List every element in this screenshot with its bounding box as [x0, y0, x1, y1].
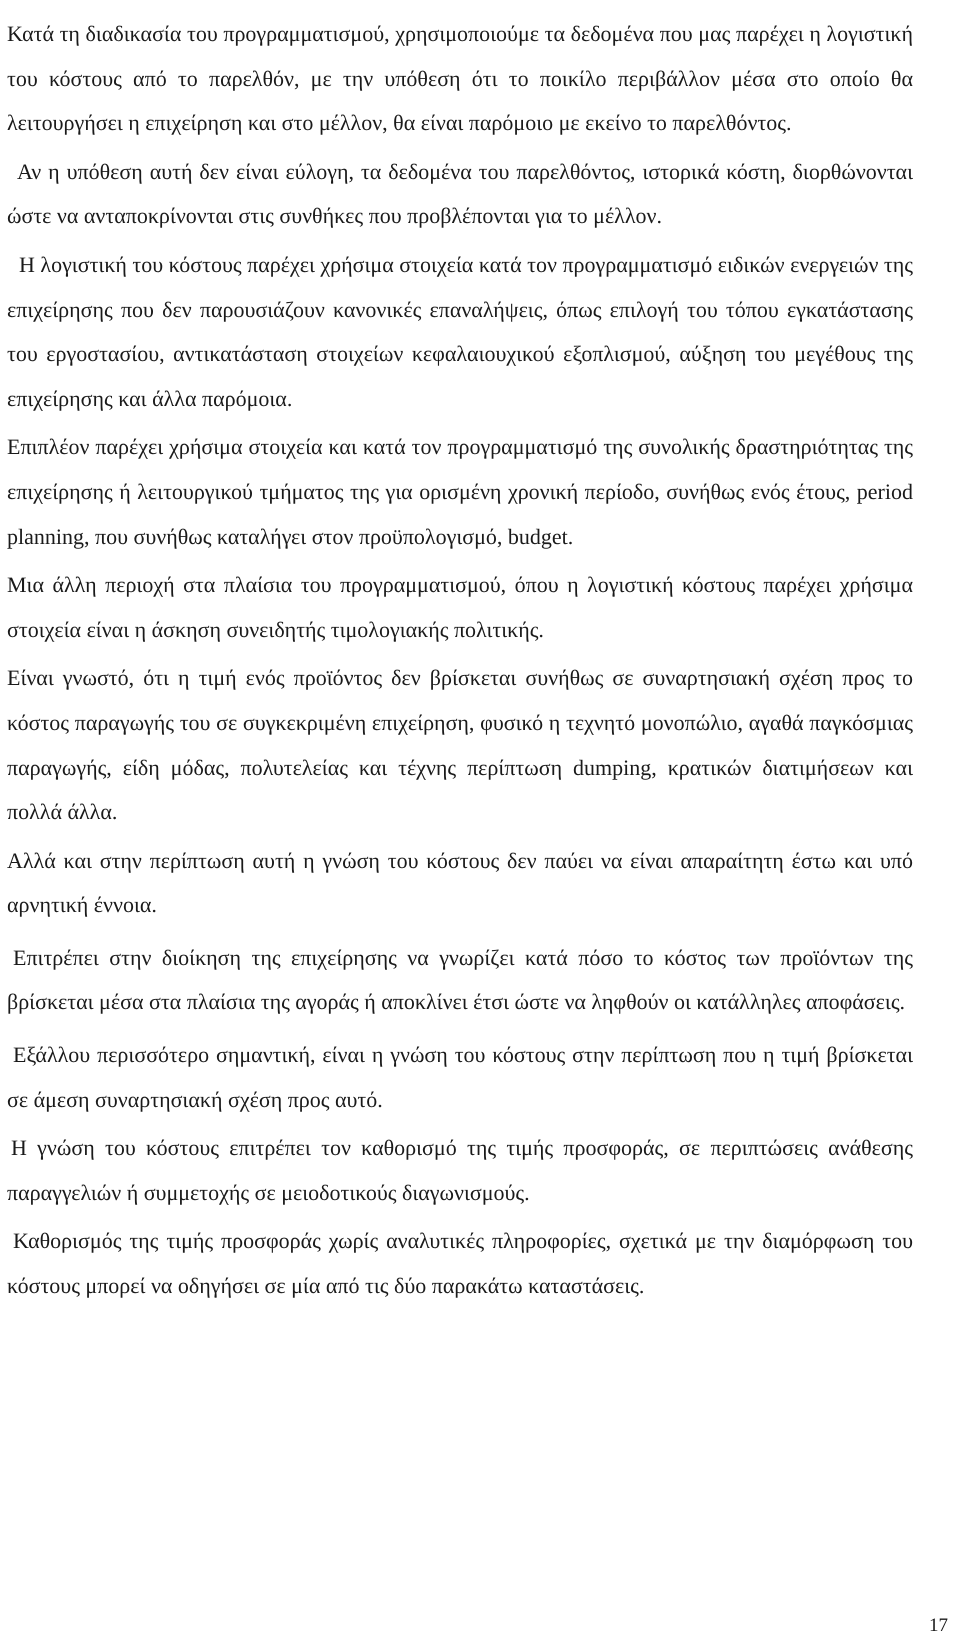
paragraph-historical-costs: Αν η υπόθεση αυτή δεν είναι εύλογη, τα δεδομένα του παρελθόντος, ιστορικά κόστη, διορθώνονται ώστε να ανταποκρίνονται στις συνθήκες που προβλέπονται για το μέλλον. [7, 158, 913, 229]
paragraph-management-decisions: Επιτρέπει στην διοίκηση της επιχείρησης να γνωρίζει κατά πόσο το κόστος των προϊόντων της βρίσκεται μέσα στα πλαίσια της αγοράς ή αποκλίνει έτσι ώστε να ληφθούν οι κατάλληλες αποφάσεις. [7, 944, 913, 1015]
paragraph-cost-knowledge-necessary: Αλλά και στην περίπτωση αυτή η γνώση του κόστους δεν παύει να είναι απαραίτητη έστω και υπό αρνητική έννοια. [7, 847, 913, 918]
paragraph-direct-relation: Εξάλλου περισσότερο σημαντική, είναι η γνώση του κόστους στην περίπτωση που η τιμή βρίσκεται σε άμεση συναρτησιακή σχέση προς αυτό. [7, 1042, 913, 1112]
paragraph-pricing-policy: Μια άλλη περιοχή στα πλαίσια του προγραμματισμού, όπου η λογιστική κόστους παρέχει χρήσιμα στοιχεία είναι η άσκηση συνειδητής τιμολογιακής πολιτικής. [7, 572, 913, 642]
paragraph-planning-past-data: Κατά τη διαδικασία του προγραμματισμού, χρησιμοποιούμε τα δεδομένα που μας παρέχει η λογιστική του κόστους από το παρελθόν, με την υπόθεση ότι το ποικίλο περιβάλλον μέσα στο οποίο θα λειτουργήσει η επιχείρηση και στο μέλλον, θα είναι παρόμοιο με εκείνο το παρελθόντος. [7, 21, 913, 136]
paragraph-price-cost-relation: Είναι γνωστό, ότι η τιμή ενός προϊόντος δεν βρίσκεται συνήθως σε συναρτησιακή σχέση προς το κόστος παραγωγής του σε συγκεκριμένη επιχείρηση, φυσικό η τεχνητό μονοπώλιο, αγαθά παγκόσμιας παραγωγής, είδη μόδας, πολυτελείας και τέχνης περίπτωση dumping, κρατικών διατιμήσεων και πολλά άλλα. [7, 665, 913, 825]
document-page [7, 0, 913, 1309]
paragraph-period-planning: Επιπλέον παρέχει χρήσιμα στοιχεία και κατά τον προγραμματισμό της συνολικής δραστηριότητας της επιχείρησης ή λειτουργικού τμήματος της για ορισμένη χρονική περίοδο, συνήθως ενός έτους, period planning, που συνήθως καταλήγει στον προϋπολογισμό, budget. [7, 434, 913, 549]
page-number: 17 [929, 1615, 948, 1636]
paragraph-offer-price: Η γνώση του κόστους επιτρέπει τον καθορισμό της τιμής προσφοράς, σε περιπτώσεις ανάθεσης παραγγελιών ή συμμετοχής σε μειοδοτικούς διαγωνισμούς. [7, 1135, 913, 1205]
paragraph-special-activities: Η λογιστική του κόστους παρέχει χρήσιμα στοιχεία κατά τον προγραμματισμό ειδικών ενεργειών της επιχείρησης που δεν παρουσιάζουν κανονικές επαναλήψεις, όπως επιλογή του τόπου εγκατάστασης του εργοστασίου, αντικατάσταση στοιχείων κεφαλαιουχικού εξοπλισμού, αύξηση του μεγέθους της επιχείρησης και άλλα παρόμοια. [7, 251, 913, 411]
paragraph-offer-without-info: Καθορισμός της τιμής προσφοράς χωρίς αναλυτικές πληροφορίες, σχετικά με την διαμόρφωση του κόστους μπορεί να οδηγήσει σε μία από τις δύο παρακάτω καταστάσεις. [7, 1228, 913, 1299]
